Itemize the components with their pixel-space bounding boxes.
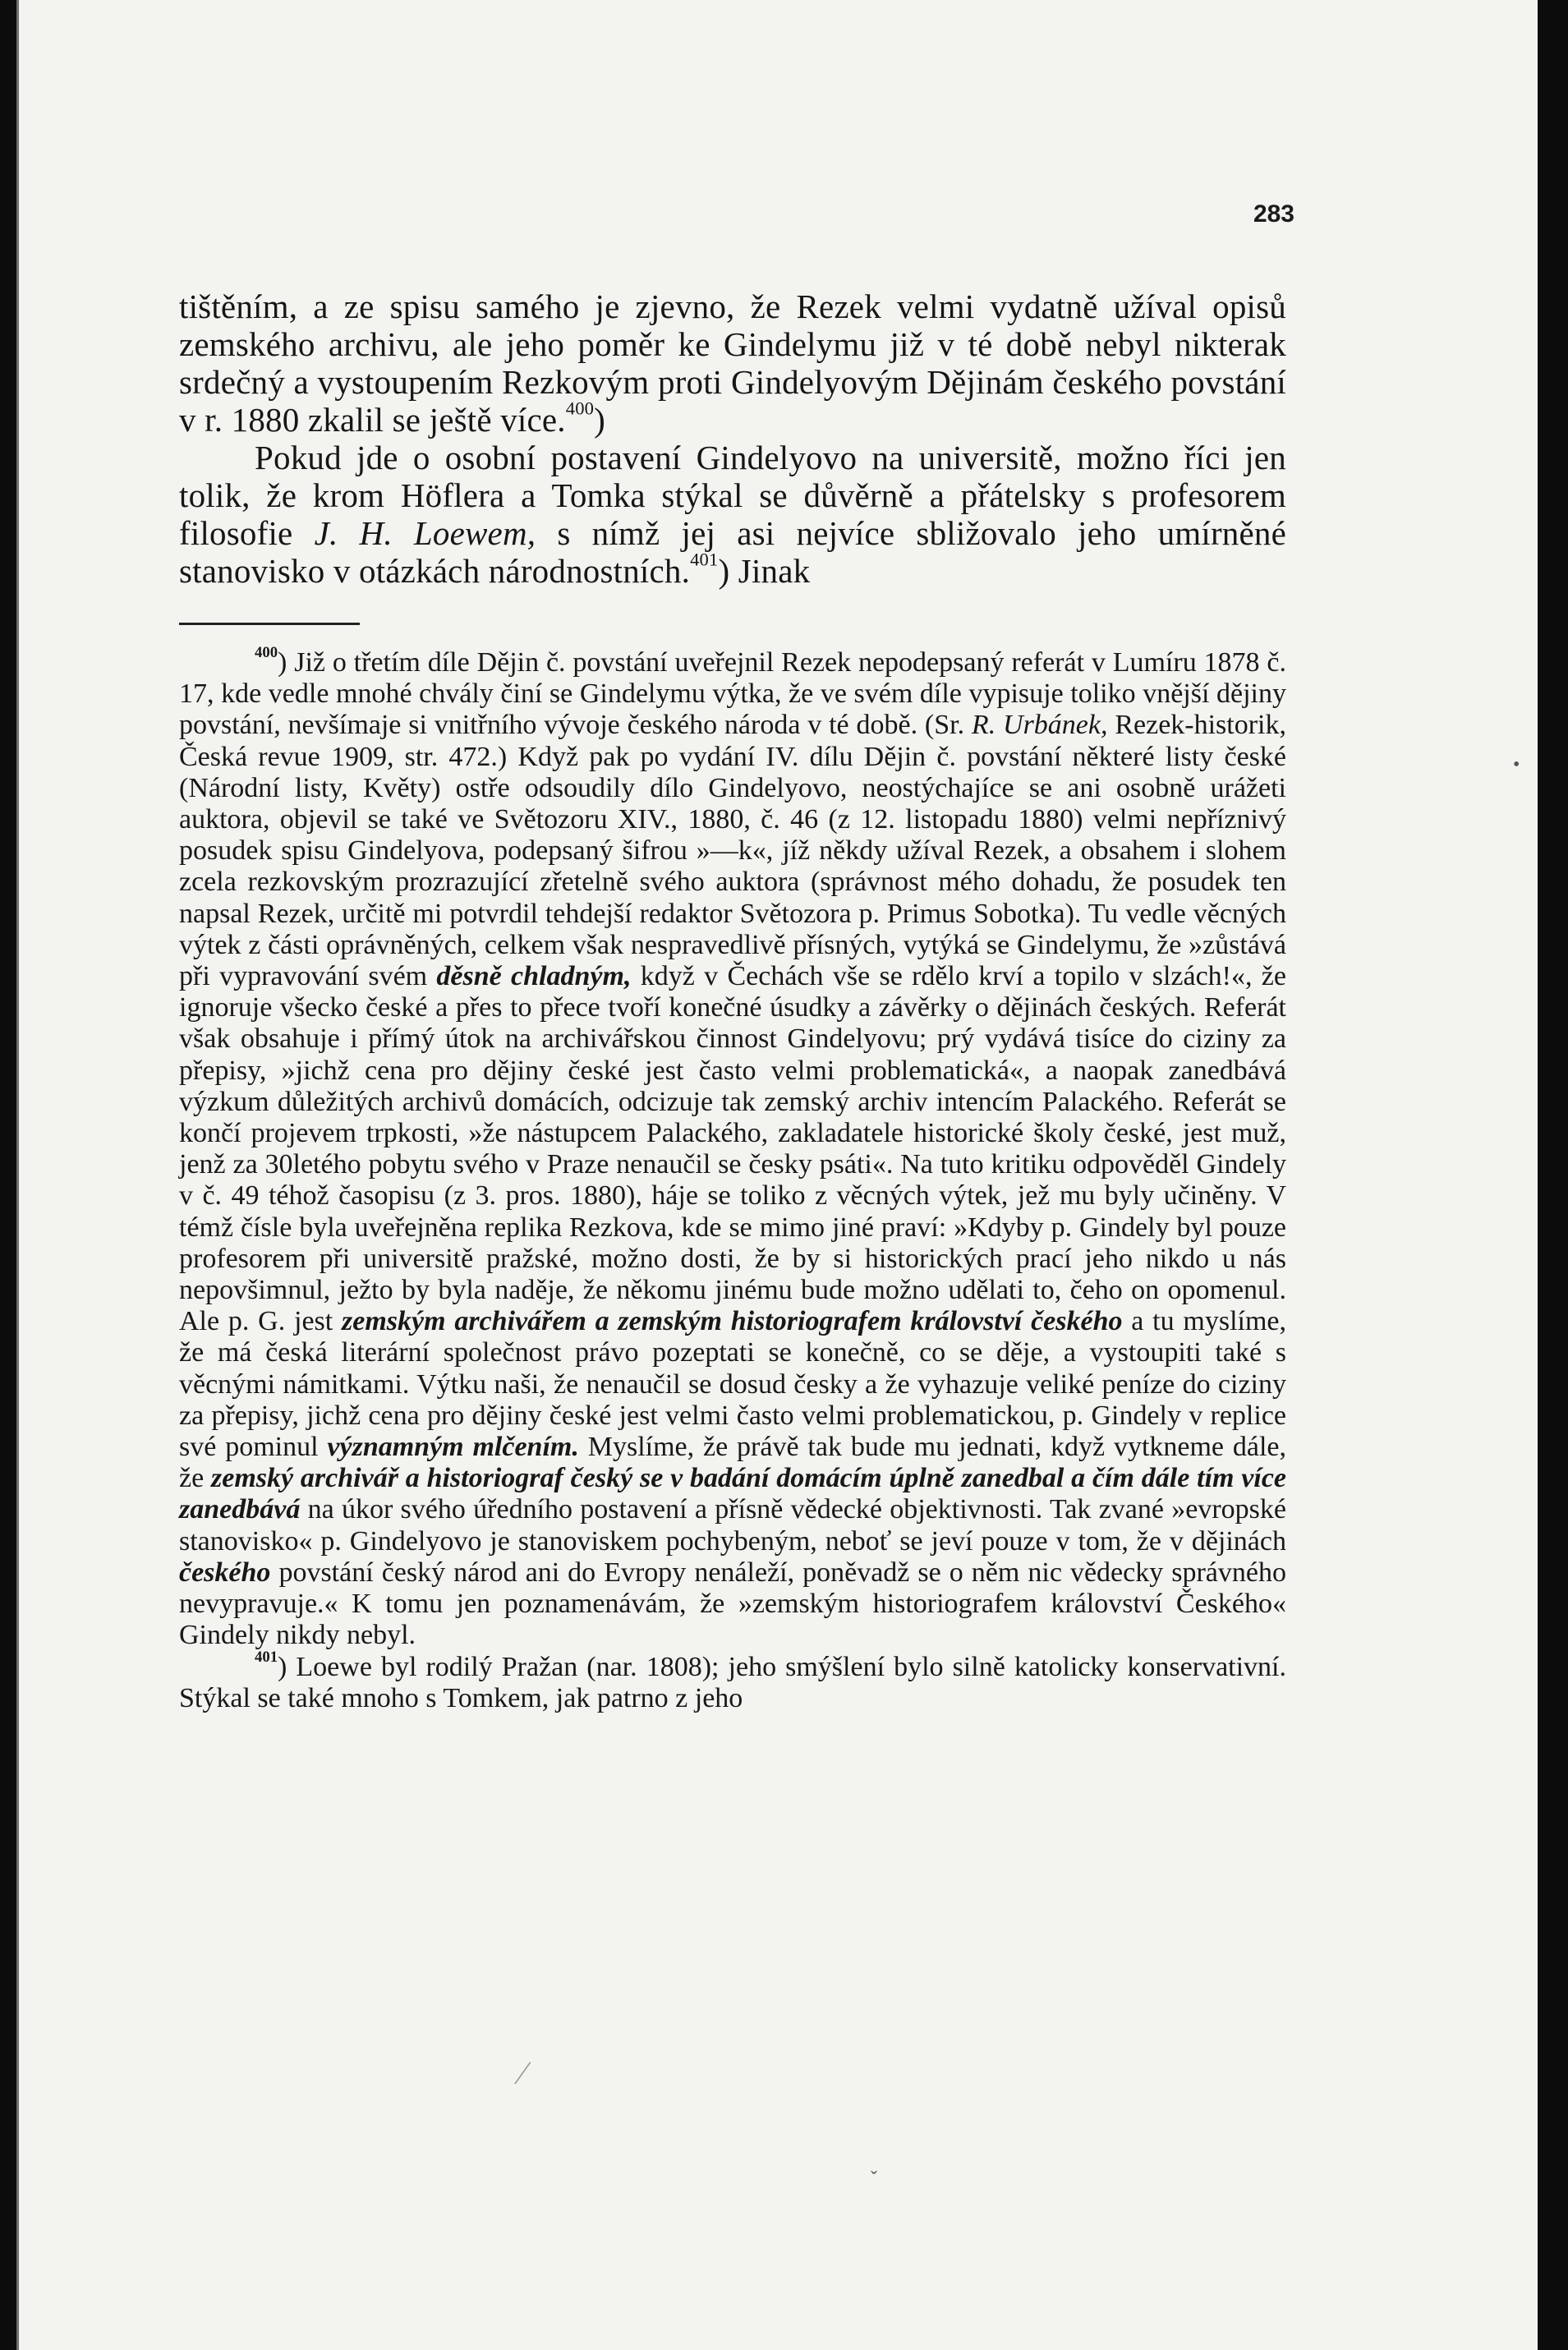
footnote-401-text: ) Loewe byl rodilý Pražan (nar. 1808); jeho smýšlení bylo silně katolicky konservativní. Stýkal se také mnoho s Tomkem, jak patrno z jeho [179,1651,1286,1713]
footnote-ref-401: 401 [690,549,719,570]
scan-speck-2: ˇ [871,2168,877,2190]
footnote-400-text-2: Rezek-historik, Česká revue 1909, str. 472.) Když pak po vydání IV. dílu Dějin č. povstání některé listy české (Národní listy, Květy) ostře odsoudily dílo Gindelyovo, neostýchajíce se ani osobně urážeti auktora, objevil se také ve Světozoru XIV., 1880, č. 46 (z 12. listopadu 1880) velmi nepříznivý posudek spisu Gindelyova, podepsaný šifrou »—k«, jíž někdy užíval Rezek, a obsahem i slohem zcela rezkovským prozrazující zřetelně svého auktora (správnost mého dohadu, že posudek ten napsal Rezek, určitě mi potvrdil tehdejší redaktor Světozora p. Primus Sobotka). Tu vedle věcných výtek z části oprávněných, celkem však nespravedlivě přísných, vytýká se Gindelymu, že »zůstává při vypravování svém [179,710,1286,992]
footnote-400-text-5: Myslíme, že právě tak bude mu jednati, když vytkneme dále, že [179,1432,1287,1494]
footnote-400-mark: 400 [255,644,278,662]
footnote-400-text-3: když v Čechách vše se rdělo krví a topilo v slzách!«, že ignoruje všecko české a přes to přece tvoří konečné úsudky a závěrky o dějinách českých. Referát však obsahuje i přímý útok na archivářskou činnost Gindelyovu; prý vydává tisíce do ciziny za přepisy, »jichž cena pro dějiny české jest často velmi problematická«, a naopak zanedbává výzkum důležitých archivů domácích, odcizuje tak zemský archiv intencím Palackého. Referát se končí projevem trpkosti, »že nástupcem Palackého, zakladatele historické školy české, jest muž, jenž za 30letého pobytu svého v Praze nenaučil se česky psáti«. Na tuto kritiku odpověděl Gindely v č. 49 téhož časopisu (z 3. pros. 1880), háje se toliko z věcných výtek, jež mu byly učiněny. V témž čísle byla uveřejněna replika Rezkova, kde se mimo jiné praví: »Kdyby p. Gindely byl pouze profesorem při universitě pražské, možno dosti, že by si historických prací jeho nikdo u nás nepovšimnul, ježto by byla naděje, že někomu jinému bude možno udělati to, čeho on opomenul. Ale p. G. jest [179,961,1286,1337]
name-loewe: J. H. Loewem, [314,514,536,552]
footnote-400-zemsky-2: zemský archivář a historiograf český se v badání domácím úplně zanedbal a čím dále tím více zanedbává [179,1463,1287,1525]
page-edge-line [16,0,19,2350]
footnote-400-text-1: ) Již o třetím díle Dějin č. povstání uveřejnil Rezek nepodepsaný referát v Lumíru 1878 č. 17, kde vedle mnohé chvály činí se Gindelymu výtka, že ve svém díle vypisuje toliko vnější dějiny povstání, nevšímaje si vnitřního vývoje českého národa v té době. (Sr. [179,647,1286,741]
footnote-ref-400-paren: ) [594,401,606,439]
footnote-401 [179,1648,1286,1714]
scan-pencil-mark: ⁄ [520,2054,526,2091]
footnote-400-urbanek: R. Urbánek, [971,710,1108,741]
paragraph-1-text: tištěním, a ze spisu samého je zjevno, že Rezek velmi vydatně užíval opisů zemského archivu, ale jeho poměr ke Gindelymu již v té době nebyl nikterak srdečný a vystoupením Rezkovým proti Gindelyovým Dějinám českého povstání v r. 1880 zkalil se ještě více. [179,287,1286,439]
footnote-400 [179,644,1287,1652]
footnote-401-mark: 401 [255,1648,278,1666]
footnote-400-vyznamnym: významným mlčením. [327,1432,579,1463]
footnote-400-ceskeho: českého [179,1557,271,1588]
footnote-400-text-6: na úkor svého úředního postavení a přísně vědecké objektivnosti. Tak zvané »evropské stanovisko« p. Gindelyovo je stanoviskem pochybeným, neboť se jeví pouze v tom, že v dějinách [179,1494,1286,1557]
footnote-400-text-7: povstání český národ ani do Evropy nenáleží, poněvadž se o něm nic vědecky správného nevypravuje.« K tomu jen poznamenávám, že »zemským historiografem království Českého« Gindely nikdy nebyl. [179,1557,1286,1651]
footnote-400-desne: děsně chladným, [436,961,632,992]
paragraph-2-text-b: s nímž jej asi nejvíce sbližovalo jeho umírněné stanovisko v otázkách národnostních. [179,514,1287,590]
page-number: 283 [1253,200,1294,228]
footnote-ref-400: 400 [565,398,595,419]
paragraph-1 [179,287,1286,439]
scanned-page [16,0,1538,2350]
footnote-divider [179,623,360,625]
paragraph-2-text-a: Pokud jde o osobní postavení Gindelyovo na universitě, možno říci jen tolik, že krom Höflera a Tomka stýkal se důvěrně a přátelsky s profesorem filosofie [179,439,1286,552]
main-text [179,287,1286,590]
footnote-400-text-4: a tu myslíme, že má česká literární společnost právo pozeptati se konečně, co se děje, a vystoupiti také s věcnými námitkami. Výtku naši, že nenaučil se dosud česky a že vyhazuje veliké peníze do ciziny za přepisy, jichž cena pro dějiny české jest velmi často velmi problematickou, p. Gindely v replice své pominul [179,1306,1287,1463]
paragraph-2-end: ) Jinak [718,552,811,590]
footnote-400-zemsky: zemským archivářem a zemským historiografem království českého [342,1306,1123,1337]
paragraph-2 [179,439,1286,590]
scan-speck: • [1513,754,1520,775]
footnotes [179,644,1287,1714]
